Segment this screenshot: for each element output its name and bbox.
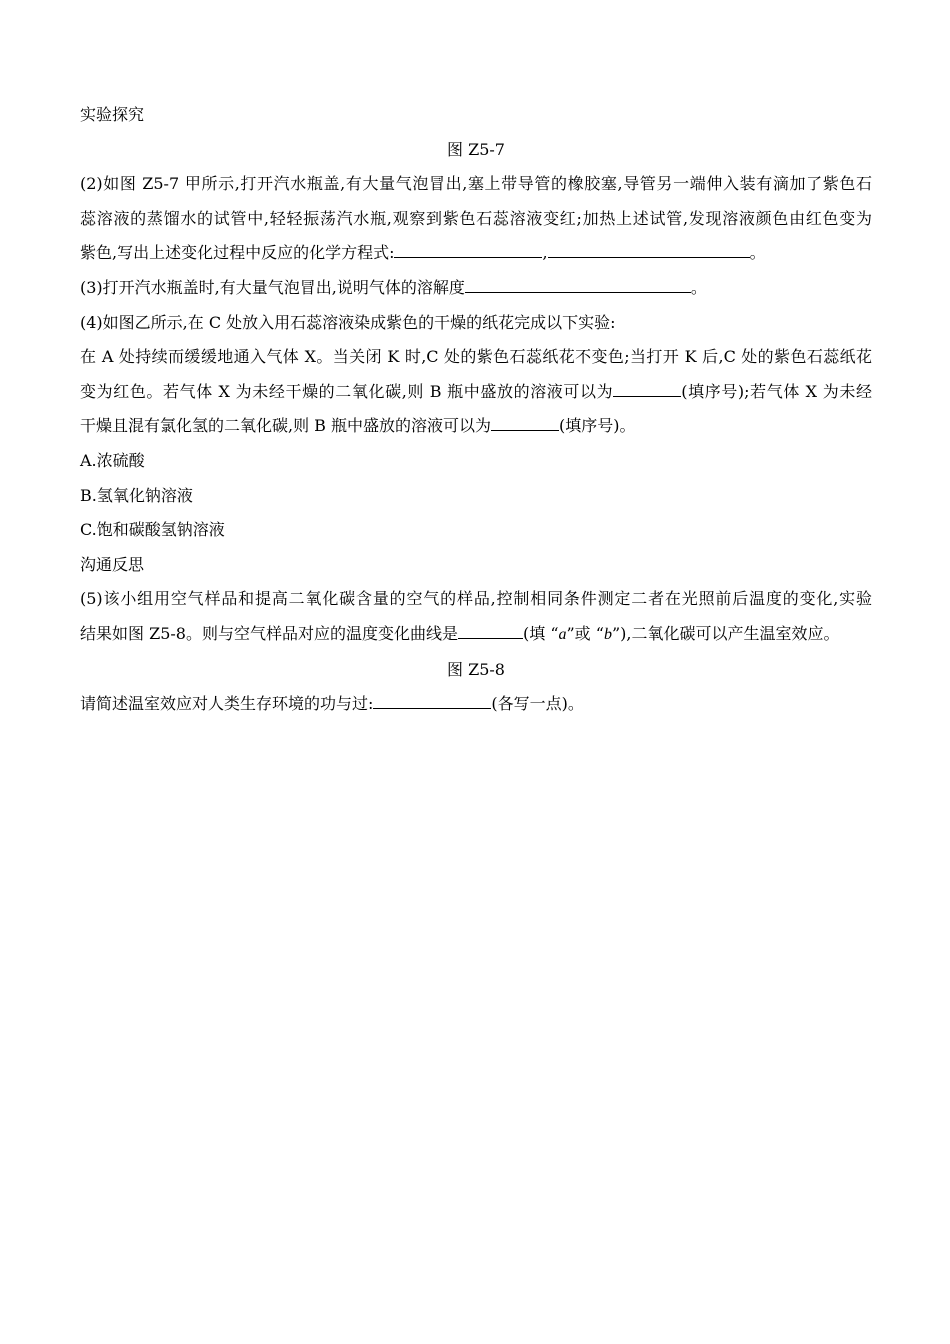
- answer-blank-equation-2[interactable]: [548, 241, 750, 258]
- question-2-line-2: 蕊溶液的蒸馏水的试管中,轻轻振荡汽水瓶,观察到紫色石蕊溶液变红;加热上述试管,发现溶液颜色由红色变为: [80, 208, 872, 228]
- worksheet-page: [80, 98, 872, 722]
- answer-blank-curve[interactable]: [458, 622, 523, 639]
- figure-caption-z5-7: 图 Z5-7: [447, 139, 505, 159]
- question-2-line-3-text: 紫色,写出上述变化过程中反应的化学方程式:: [80, 243, 395, 263]
- option-b: B.氢氧化钠溶液: [80, 485, 193, 505]
- question-5-fill-open: (填 “: [522, 623, 559, 643]
- question-4-line-2-suffix: (填序号);若气体 X 为未经: [681, 381, 872, 401]
- question-5-fill-mid: ”或 “: [566, 623, 604, 643]
- option-a: A.浓硫酸: [80, 450, 145, 470]
- question-5-line-2-end: ”),二氧化碳可以产生温室效应。: [611, 623, 840, 643]
- option-c: C.饱和碳酸氢钠溶液: [80, 520, 225, 540]
- curve-label-b: b: [603, 625, 612, 643]
- question-3-end: 。: [690, 277, 707, 297]
- answer-blank-bottle-b-1[interactable]: [613, 380, 681, 397]
- section-heading-experiment: 实验探究: [80, 105, 145, 124]
- question-4-intro: (4)如图乙所示,在 C 处放入用石蕊溶液染成紫色的干燥的纸花完成以下实验:: [80, 312, 616, 332]
- section-heading-reflection: 沟通反思: [80, 554, 145, 574]
- question-4-line-3-suffix: (填序号)。: [559, 416, 636, 436]
- figure-caption-z5-8: 图 Z5-8: [447, 659, 505, 679]
- question-4-line-2-text: 变为红色。若气体 X 为未经干燥的二氧化碳,则 B 瓶中盛放的溶液可以为: [80, 381, 614, 401]
- question-3: [80, 271, 872, 306]
- question-4-line-2: [80, 375, 872, 410]
- question-4-line-3-text: 干燥且混有氯化氢的二氧化碳,则 B 瓶中盛放的溶液可以为: [80, 416, 492, 436]
- answer-blank-equation-1[interactable]: [394, 241, 542, 258]
- curve-label-a: a: [558, 625, 567, 643]
- question-4-line-3: [80, 409, 872, 444]
- question-2-line-1: (2)如图 Z5-7 甲所示,打开汽水瓶盖,有大量气泡冒出,塞上带导管的橡胶塞,导管另一端伸入装有滴加了紫色石: [80, 174, 872, 194]
- question-5-line-2-text: 结果如图 Z5-8。则与空气样品对应的温度变化曲线是: [80, 623, 458, 643]
- question-2-separator: ,: [542, 243, 548, 263]
- question-2-line-3: [80, 236, 872, 271]
- question-5-line-2: [80, 617, 872, 653]
- question-6-suffix: (各写一点)。: [491, 694, 584, 714]
- answer-blank-bottle-b-2[interactable]: [491, 414, 559, 431]
- question-5-line-1: (5)该小组用空气样品和提高二氧化碳含量的空气的样品,控制相同条件测定二者在光照前后温度的变化,实验: [80, 589, 872, 609]
- question-4-line-1: 在 A 处持续而缓缓地通入气体 X。当关闭 K 时,C 处的紫色石蕊纸花不变色;当打开 K 后,C 处的紫色石蕊纸花: [80, 347, 872, 367]
- question-3-text: (3)打开汽水瓶盖时,有大量气泡冒出,说明气体的溶解度: [80, 277, 465, 297]
- question-6-text: 请简述温室效应对人类生存环境的功与过:: [80, 694, 374, 714]
- question-2-end: 。: [749, 243, 766, 263]
- answer-blank-solubility[interactable]: [465, 276, 691, 293]
- answer-blank-greenhouse[interactable]: [373, 692, 491, 709]
- question-6: [80, 687, 872, 722]
